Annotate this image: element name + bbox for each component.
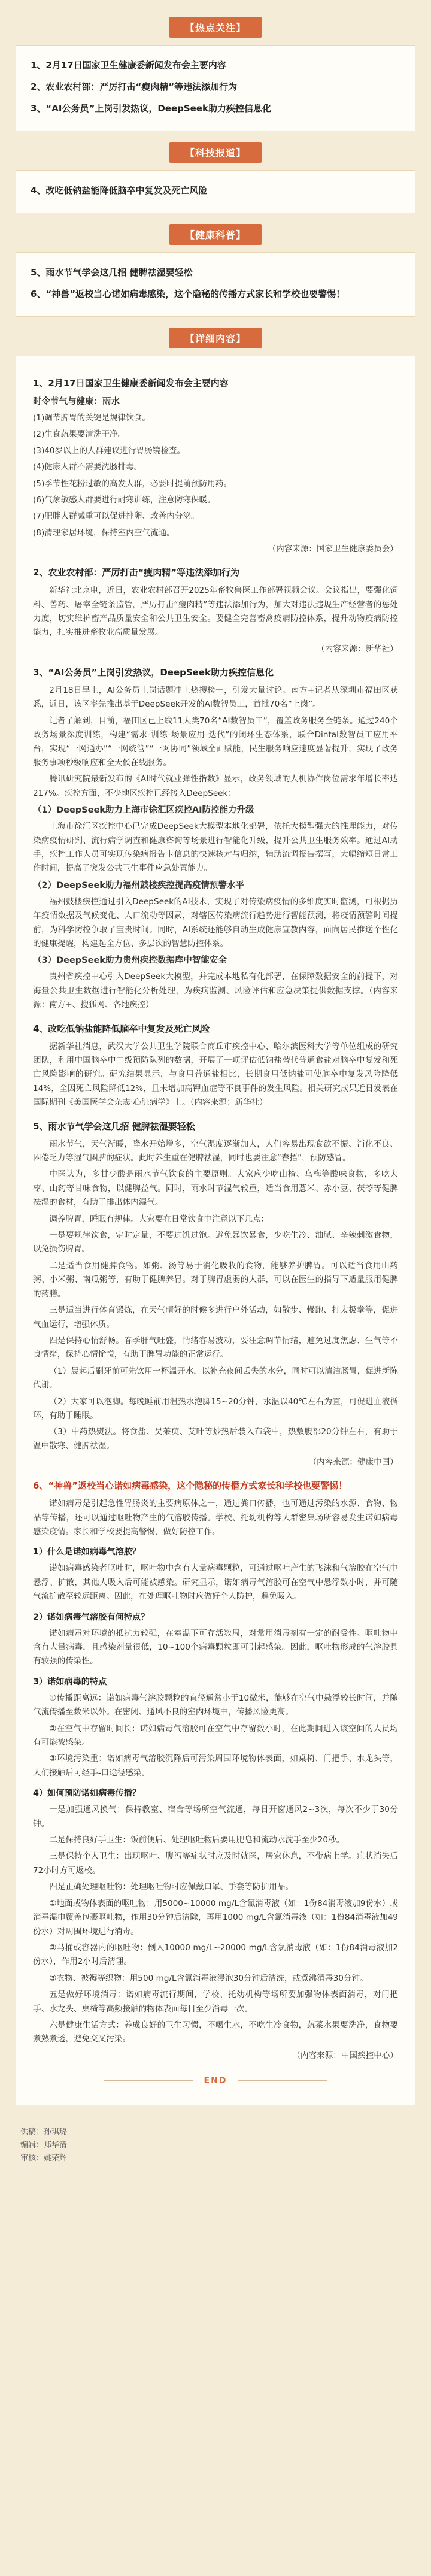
s4-paragraph: 据新华社消息，武汉大学公共卫生学院联合商丘市疾控中心、哈尔滨医科大学等单位组成的研究团队，利用中国脑卒中二级预防队列的数据，开展了一项评估低钠盐替代普通食盐对脑卒中复发和死亡风险影响的研究。研究结果显示，与食用普通盐相比，长期食用低钠盐可使脑卒中复发风险降低14%，全因死亡风险降低12%，且未增加高钾血症等不良事件的发生风险。相关研究成果近日发表在国际期刊《美国医学会杂志·心脏病学》上。（内容来源：新华社）: [33, 1041, 398, 1108]
health-item-2[interactable]: 6、“神兽”返校当心诺如病毒感染，这个隐秘的传播方式家长和学校也要警惕！: [31, 289, 345, 299]
detail-tag-row: [0, 328, 431, 348]
s5-title: 5、雨水节气学会这几招 健脾祛湿要轻松: [33, 1120, 195, 1132]
s1-line-5: (5)季节性花粉过敏的高发人群，必要时提前预防用药。: [33, 478, 232, 489]
health-card: [16, 252, 415, 317]
hot-item-1[interactable]: 1、2月17日国家卫生健康委新闻发布会主要内容: [31, 60, 226, 71]
end-divider: [33, 2076, 398, 2086]
s1-subtitle: 时令节气与健康：雨水: [33, 397, 120, 407]
s6-q3-point-3: ③环境污染重：诺如病毒气溶胶沉降后可污染周围环境物体表面，如桌椅、门把手、水龙头等，人们接触后可经手-口途径感染。: [33, 1754, 398, 1778]
tech-item-1[interactable]: 4、改吃低钠盐能降低脑卒中复发及死亡风险: [31, 185, 208, 196]
end-line-left: [104, 2080, 193, 2081]
s5-paragraph-6: 三是适当进行体育锻炼，在天气晴好的时候多进行户外活动，如散步、慢跑、打太极拳等，促进气血运行，增强体质。: [33, 1305, 398, 1329]
s6-q4-c: 三是保持个人卫生：出现呕吐、腹泻等症状时应及时就医，居家休息，不带病上学。症状消失后72小时方可返校。: [33, 1851, 398, 1875]
s3-paragraph-2: 记者了解到，目前，福田区已上线11大类70名“AI数智员工”，覆盖政务服务全链条。通过240个政务场景深度训练，构建“需求-训练-场景应用-迭代”的闭环生态体系，联合Dintal数智员工应用平台，实现“一网通办”“一网统管”“一网协同”领域全面赋能，民生服务响应速度显著提升，实现了政务服务事项秒级响应和全天候在线服务。: [33, 716, 398, 768]
s5-paragraph-7: 四是保持心情舒畅。春季肝气旺盛，情绪容易波动，要注意调节情绪，避免过度焦虑、生气等不良情绪，保持心情愉悦，有助于脾胃功能的正常运行。: [33, 1335, 398, 1360]
hot-card: [16, 45, 415, 131]
s3-sub-a: （1）DeepSeek助力上海市徐汇区疾控AI防控能力升级: [33, 805, 254, 816]
s1-line-7: (7)肥胖人群减重可以促进排卵、改善内分泌。: [33, 511, 199, 522]
s6-q4-d3: ③衣物、被褥等织物：用500 mg/L含氯消毒液浸泡30分钟后清洗，或煮沸消毒30分钟。: [49, 1973, 368, 1983]
s6-q1-answer: 诺如病毒感染者呕吐时，呕吐物中含有大量病毒颗粒，可通过呕吐产生的飞沫和气溶胶在空气中悬浮、扩散，其他人吸入后可能被感染。研究显示，诺如病毒气溶胶可在空气中悬浮数小时，并可随气流扩散至较远距离。因此，在处理呕吐物时应做好个人防护，避免吸入。: [33, 1563, 398, 1602]
s6-q4-d2: ②马桶或容器内的呕吐物：倒入10000 mg/L~20000 mg/L含氯消毒液（如：1份84消毒液加2份水），作用2小时后清理。: [33, 1942, 398, 1967]
credit-editor: 供稿：孙琪璐: [20, 2127, 68, 2136]
s6-q4-a: 一是加强通风换气：保持教室、宿舍等场所空气流通，每日开窗通风2~3次，每次不少于30分钟。: [33, 1805, 398, 1829]
s1-line-6: (6)气象敏感人群要进行耐寒训练，注意防寒保暖。: [33, 495, 216, 505]
s5-paragraph-8: （1）晨起后刷牙前可先饮用一杯温开水，以补充夜间丢失的水分，同时可以清洁肠胃，促进新陈代谢。: [33, 1366, 398, 1390]
s3-sub-c-paragraph: 贵州省疾控中心引入DeepSeek大模型，并完成本地私有化部署，在保障数据安全的前提下，对海量公共卫生数据进行智能化分析处理，为疾病监测、风险评估和应急决策提供数据支撑。（内容来源：南方+、搜狐网、各地疾控）: [33, 972, 398, 1010]
s4-title: 4、改吃低钠盐能降低脑卒中复发及死亡风险: [33, 1023, 210, 1034]
s6-title: 6、“神兽”返校当心诺如病毒感染，这个隐秘的传播方式家长和学校也要警惕！: [33, 1480, 348, 1492]
s6-q3: 3）诺如病毒的特点: [33, 1677, 107, 1687]
credit-reviewer: 编辑：郑华清: [20, 2140, 68, 2150]
s3-title: 3、“AI公务员”上岗引发热议，DeepSeek助力疾控信息化: [33, 666, 274, 678]
s1-line-3: (3)40岁以上的人群建议进行胃肠镜检查。: [33, 446, 186, 456]
credit-approver: 审核：姚荣辉: [20, 2153, 68, 2163]
health-tag: 【健康科普】: [169, 224, 262, 245]
tech-tag-row: [0, 142, 431, 163]
s6-q4-f: 六是健康生活方式：养成良好的卫生习惯，不喝生水，不吃生冷食物，蔬菜水果要洗净，食物要煮熟煮透，避免交叉污染。: [33, 2020, 398, 2044]
hot-tag: 【热点关注】: [169, 17, 262, 38]
s1-line-8: (8)清理家居环境，保持室内空气流通。: [33, 528, 175, 538]
s3-paragraph-3: 腾讯研究院最新发布的《AI时代就业弹性指数》显示，政务领域的人机协作岗位需求年增长率达217%。疾控方面，不少地区疾控已经接入DeepSeek：: [33, 774, 398, 798]
s1-line-1: (1)调节脾胃的关键是规律饮食。: [33, 413, 150, 423]
s5-paragraph-9: （2）大家可以泡脚。每晚睡前用温热水泡脚15~20分钟，水温以40℃左右为宜，可促进血液循环，有助于睡眠。: [33, 1396, 398, 1420]
s5-source: （内容来源：健康中国）: [308, 1457, 398, 1468]
s6-q3-point-1: ①传播距离远：诺如病毒气溶胶颗粒的直径通常小于10微米，能够在空气中悬浮较长时间，并随气流传播至数米以外。在密闭、通风不良的室内环境中，传播风险更高。: [33, 1693, 398, 1717]
s5-paragraph-3: 调养脾胃，睡眠有规律。大家要在日常饮食中注意以下几点：: [49, 1214, 269, 1224]
s6-q4-d1: ①地面或物体表面的呕吐物：用5000~10000 mg/L含氯消毒液（如：1份84消毒液加9份水）或消毒湿巾覆盖包裹呕吐物，作用30分钟后清除，再用1000 mg/L含氯消毒液（如：1份84消毒液加49份水）对周围环境进行消毒。: [33, 1898, 398, 1936]
s3-sub-a-paragraph: 上海市徐汇区疾控中心已完成DeepSeek大模型本地化部署，依托大模型强大的推理能力，对传染病疫情研判、流行病学调查和健康咨询等场景进行智能化升级，提升公共卫生服务效率。通过AI助手，疾控工作人员可实现传染病报告卡信息的快速核对与归纳，辅助流调报告撰写，大幅缩短日常工作时间，提高了突发公共卫生事件应急处置能力。: [33, 822, 398, 874]
s2-source: （内容来源：新华社）: [317, 644, 398, 654]
end-label: END: [204, 2075, 227, 2086]
health-item-1[interactable]: 5、雨水节气学会这几招 健脾祛湿要轻松: [31, 267, 193, 278]
hot-item-2[interactable]: 2、农业农村部：严厉打击“瘦肉精”等违法添加行为: [31, 81, 238, 92]
s2-paragraph: 新华社北京电，近日，农业农村部召开2025年畜牧兽医工作部署视频会议。会议指出，要强化饲料、兽药、屠宰全链条监管，严厉打击“瘦肉精”等违法添加行为，加大对违法违规生产经营者的惩处力度，切实维护畜产品质量安全和公共卫生安全。要健全完善畜禽疫病防控体系，提升动物疫病防控能力，扎实推进畜牧业高质量发展。: [33, 586, 398, 638]
s3-sub-b-paragraph: 福州鼓楼疾控通过引入DeepSeek的AI技术，实现了对传染病疫情的多维度实时监测，可根据历年疫情数据及气候变化、人口流动等因素，对辖区传染病流行趋势进行智能预测，将疫情预警时间提前，为科学防控争取了宝贵时间。同时，AI系统还能够自动生成健康宣教内容，面向居民推送个性化的健康提醒，构建起全方位、多层次的智慧防控体系。: [33, 896, 398, 948]
s6-q1: 1）什么是诺如病毒气溶胶？: [33, 1547, 141, 1557]
tech-tag: 【科技报道】: [169, 142, 262, 163]
detail-card: [16, 356, 415, 2105]
s5-paragraph-4: 一是要规律饮食，定时定量，不要过饥过饱。避免暴饮暴食，少吃生冷、油腻、辛辣刺激食物，以免损伤脾胃。: [33, 1231, 398, 1254]
s3-sub-c: （3）DeepSeek助力贵州疾控数据库中智能安全: [33, 956, 227, 966]
s5-paragraph-5: 二是适当食用健脾食物。如粥、汤等易于消化吸收的食物，能够养护脾胃。可以适当食用山药粥、小米粥、南瓜粥等，有助于健脾养胃。对于脾胃虚弱的人群，可以在医生的指导下适量服用健脾的药膳。: [33, 1260, 398, 1299]
s5-paragraph-2: 中医认为，多甘少酸是雨水节气饮食的主要原则。大家应少吃山楂、乌梅等酸味食物，多吃大枣、山药等甘味食物，以健脾益气。同时，雨水时节湿气较重，适当食用薏米、赤小豆、茯苓等健脾祛湿的食材，有助于排出体内湿气。: [33, 1169, 398, 1208]
s6-q2-answer: 诺如病毒对环境的抵抗力较强，在室温下可存活数周，对常用消毒剂有一定的耐受性。呕吐物中含有大量病毒，且感染剂量很低，10~100个病毒颗粒即可引起感染。因此，呕吐物形成的气溶胶具有较强的传染性。: [33, 1628, 398, 1666]
s6-paragraph-1: 诺如病毒是引起急性胃肠炎的主要病原体之一，通过粪口传播，也可通过污染的水源、食物、物品等传播，还可以通过呕吐物产生的气溶胶传播。学校、托幼机构等人群密集场所容易发生诺如病毒感染疫情。家长和学校要提高警惕，做好防控工作。: [33, 1499, 398, 1536]
s6-q4-b: 二是保持良好手卫生：饭前便后、处理呕吐物后要用肥皂和流动水洗手至少20秒。: [49, 1835, 345, 1845]
s6-q3-point-2: ②在空气中存留时间长：诺如病毒气溶胶可在空气中存留数小时，在此期间进入该空间的人员均有可能被感染。: [33, 1723, 398, 1748]
hot-tag-row: [0, 17, 431, 38]
s6-q4: 4）如何预防诺如病毒传播？: [33, 1789, 141, 1799]
s6-source: （内容来源：中国疾控中心）: [292, 2050, 398, 2060]
s6-q4-e: 五是做好环境消毒：诺如病毒流行期间，学校、托幼机构等场所要加强物体表面消毒，对门把手、水龙头、桌椅等高频接触的物体表面每日至少消毒一次。: [33, 1990, 398, 2014]
s1-title: 1、2月17日国家卫生健康委新闻发布会主要内容: [33, 378, 229, 389]
s6-q4-d: 四是正确处理呕吐物：处理呕吐物时应佩戴口罩、手套等防护用品。: [49, 1882, 293, 1892]
s5-paragraph-1: 雨水节气，天气渐暖，降水开始增多，空气湿度逐渐加大，人们容易出现食欲不振、消化不良、困倦乏力等湿气困脾的症状。此时养生重在健脾祛湿，同时也要注意“春捂”，预防感冒。: [33, 1139, 398, 1163]
s1-line-4: (4)健康人群不需要洗肠排毒。: [33, 462, 142, 472]
s3-sub-b: （2）DeepSeek助力福州鼓楼疾控提高疫情预警水平: [33, 880, 244, 890]
hot-item-3[interactable]: 3、“AI公务员”上岗引发热议，DeepSeek助力疾控信息化: [31, 103, 272, 114]
s1-source: （内容来源：国家卫生健康委员会）: [268, 544, 398, 554]
tech-card: [16, 170, 415, 213]
health-tag-row: [0, 224, 431, 245]
s3-paragraph-1: 2月18日早上，AI公务员上岗话题冲上热搜榜一，引发大量讨论。南方+记者从深圳市福田区获悉，近日，该区率先推出基于DeepSeek开发的AI数智员工，首批70名“上岗”。: [33, 685, 398, 710]
s1-line-2: (2)生食蔬果要清洗干净。: [33, 429, 126, 440]
s5-paragraph-10: （3）中药热熨法。将食盐、吴茱萸、艾叶等炒热后装入布袋中，热敷腹部20分钟左右，有助于温中散寒、健脾祛湿。: [33, 1427, 398, 1451]
s6-q2: 2）诺如病毒气溶胶有何特点？: [33, 1612, 150, 1622]
s2-title: 2、农业农村部：严厉打击“瘦肉精”等违法添加行为: [33, 567, 240, 578]
detail-tag: 【详细内容】: [169, 328, 262, 348]
credits: [0, 2116, 431, 2165]
end-line-right: [238, 2080, 327, 2081]
